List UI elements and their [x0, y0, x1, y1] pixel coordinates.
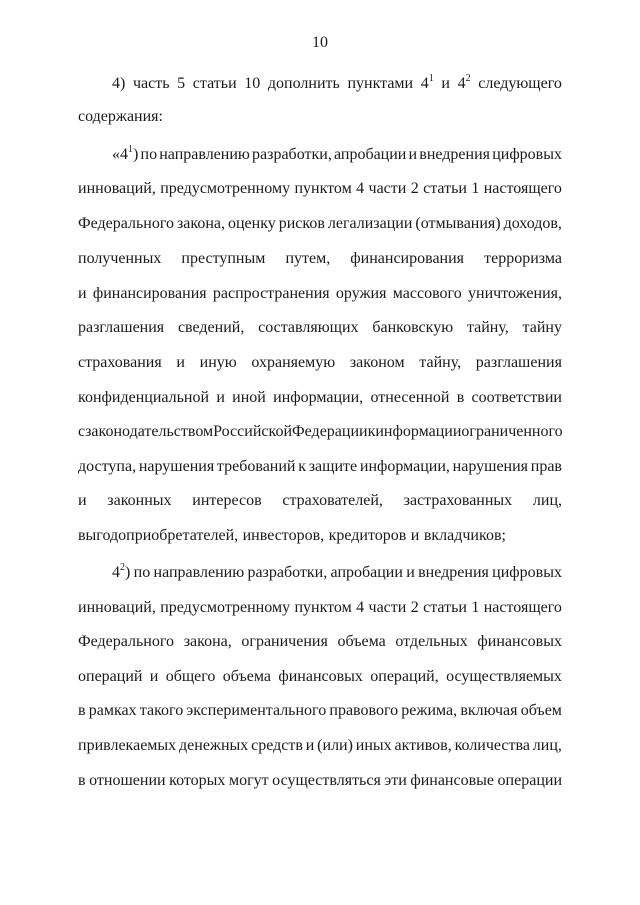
word: финансовых [278, 668, 363, 685]
word: пунктом [294, 599, 352, 616]
word: операции [497, 772, 562, 789]
word: страхования [78, 354, 162, 371]
word: которых [169, 772, 226, 789]
word: статьи [423, 180, 467, 197]
word: к [367, 423, 376, 440]
word: Федерального [78, 215, 175, 232]
word: информации, [359, 458, 450, 475]
word: разработки, [247, 564, 328, 581]
word: оценку [227, 215, 276, 232]
word: инноваций, [78, 599, 156, 616]
word: включая [460, 702, 518, 719]
word: уничтожения, [468, 285, 562, 302]
word: и [78, 492, 87, 509]
word: операций [78, 668, 143, 685]
word: 4 [356, 180, 365, 197]
word: доступа, [78, 458, 137, 475]
text-line [78, 353, 562, 373]
word: и [149, 668, 159, 685]
word: разглашения [78, 319, 165, 336]
word: 2 [410, 180, 419, 197]
word: количества [454, 737, 530, 754]
page-number: 10 [312, 34, 328, 51]
text-line [112, 74, 562, 94]
word: законом [349, 354, 405, 371]
word: рамках [88, 702, 137, 719]
word: $4^2$ [457, 72, 471, 92]
word: и [408, 146, 418, 163]
word: финансирования [92, 285, 207, 302]
word: и [406, 564, 415, 581]
word: и [305, 737, 315, 754]
word: (или) [317, 737, 353, 754]
text-line [78, 701, 562, 721]
text-line [78, 284, 562, 304]
text-line [78, 526, 562, 546]
word: соответствии [471, 389, 562, 406]
word: осуществляться [272, 772, 381, 789]
word: терроризма [484, 250, 562, 267]
word: части [368, 599, 407, 616]
word: такого [139, 702, 184, 719]
word: могут [228, 772, 269, 789]
word: и [441, 75, 450, 92]
word: статьи [192, 75, 237, 92]
word: финансовых [477, 633, 562, 650]
word: банковскую [372, 319, 454, 336]
text-line [78, 107, 562, 127]
word: 10 [244, 75, 261, 92]
word: $4^2$) [112, 561, 131, 581]
text-line [78, 422, 562, 442]
word: Российской [213, 423, 293, 440]
word: содержания: [78, 108, 163, 125]
word: общего [165, 668, 216, 685]
word: массового [392, 285, 462, 302]
word: конфиденциальной [78, 389, 210, 406]
word: режима, [401, 702, 458, 719]
word: инноваций, [78, 180, 156, 197]
word: вкладчиков; [423, 527, 506, 544]
word: прав [530, 458, 562, 475]
word: Федерации [292, 423, 368, 440]
word: правового [329, 702, 399, 719]
word: дополнить [267, 75, 340, 92]
word: привлекаемых [78, 737, 177, 754]
word: объема [337, 633, 386, 650]
word: инвесторов, [242, 527, 325, 544]
word: эти [384, 772, 407, 789]
word: составляющих [258, 319, 359, 336]
word: охраняемую [251, 354, 336, 371]
word: законодательством [85, 423, 214, 440]
word: преступным [181, 250, 266, 267]
word: осуществляемых [446, 668, 562, 685]
text-line [78, 249, 562, 269]
word: и [78, 285, 87, 302]
text-line [78, 388, 562, 408]
word: предусмотренному [160, 180, 291, 197]
word: объем [520, 702, 562, 719]
text-line [78, 667, 562, 687]
word: в [78, 772, 86, 789]
word: по [133, 564, 151, 581]
word: «$4^1$) [112, 143, 139, 163]
word: предусмотренному [160, 599, 291, 616]
word: нарушения [452, 458, 529, 475]
word: полученных [78, 250, 162, 267]
text-line [78, 179, 562, 199]
text-line [78, 457, 562, 477]
text-line [78, 736, 562, 756]
word: финансовые [410, 772, 494, 789]
word: в [78, 702, 86, 719]
word: финансирования [350, 250, 465, 267]
word: доходов, [503, 215, 562, 232]
word: выгодоприобретателей, [78, 527, 239, 544]
word: закона, [176, 215, 226, 232]
text-line [78, 632, 562, 652]
word: Федерального [78, 633, 175, 650]
word: с [78, 423, 86, 440]
word: 1 [471, 180, 480, 197]
word: информации [375, 423, 462, 440]
word: иную [199, 354, 237, 371]
word: цифровых [492, 564, 562, 581]
word: страхователей, [282, 492, 383, 509]
word: внедрения [418, 564, 489, 581]
word: направлению [153, 564, 245, 581]
text-line [78, 214, 562, 234]
word: ограниченного [461, 423, 563, 440]
word: объема [222, 668, 272, 685]
word: пунктом [294, 180, 352, 197]
word: и [176, 354, 185, 371]
word: в [456, 389, 465, 406]
text-line [78, 771, 562, 791]
word: разработки, [252, 146, 332, 163]
word: статьи [423, 599, 467, 616]
word: экспериментального [186, 702, 327, 719]
word: внедрения [419, 146, 491, 163]
word: застрахованных [403, 492, 513, 509]
word: 2 [410, 599, 419, 616]
word: сведений, [177, 319, 245, 336]
word: распространения [212, 285, 330, 302]
word: легализации [327, 215, 413, 232]
word: тайну, [419, 354, 462, 371]
word: лиц, [532, 492, 562, 509]
word: и [216, 389, 225, 406]
word: отношении [89, 772, 166, 789]
text-line [112, 563, 562, 583]
word: 4 [356, 599, 365, 616]
word: иных [355, 737, 392, 754]
word: направлению [159, 146, 250, 163]
text-line [78, 598, 562, 618]
word: настоящего [483, 599, 562, 616]
word: интересов [192, 492, 262, 509]
word: оружия [335, 285, 387, 302]
word: защите [308, 458, 358, 475]
word: законных [107, 492, 172, 509]
word: отдельных [395, 633, 468, 650]
word: требований [216, 458, 296, 475]
word: тайну [522, 319, 562, 336]
word: 4) [112, 75, 126, 92]
word: лиц, [532, 737, 562, 754]
word: цифровых [492, 146, 562, 163]
word: операций, [370, 668, 439, 685]
text-line [78, 318, 562, 338]
word: кредиторов [328, 527, 407, 544]
word: апробации [330, 564, 403, 581]
word: апробации [333, 146, 407, 163]
word: 5 [177, 75, 186, 92]
word: $4^1$ [420, 72, 434, 92]
word: пунктами [347, 75, 414, 92]
word: активов, [394, 737, 452, 754]
word: часть [132, 75, 170, 92]
word: нарушения [138, 458, 215, 475]
word: отнесенной [370, 389, 450, 406]
word: средств [251, 737, 303, 754]
word: ограничения [241, 633, 328, 650]
word: и [410, 527, 420, 544]
word: 1 [471, 599, 480, 616]
text-line [78, 491, 562, 511]
word: тайну, [466, 319, 509, 336]
word: иной [232, 389, 266, 406]
text-line [112, 145, 562, 165]
word: по [140, 146, 158, 163]
word: рисков [278, 215, 325, 232]
word: настоящего [483, 180, 562, 197]
word: разглашения [475, 354, 562, 371]
word: информации, [273, 389, 364, 406]
word: следующего [478, 75, 562, 92]
word: денежных [179, 737, 249, 754]
word: (отмывания) [415, 215, 501, 232]
word: части [368, 180, 407, 197]
word: закона, [183, 633, 232, 650]
word: путем, [285, 250, 331, 267]
word: к [298, 458, 306, 475]
